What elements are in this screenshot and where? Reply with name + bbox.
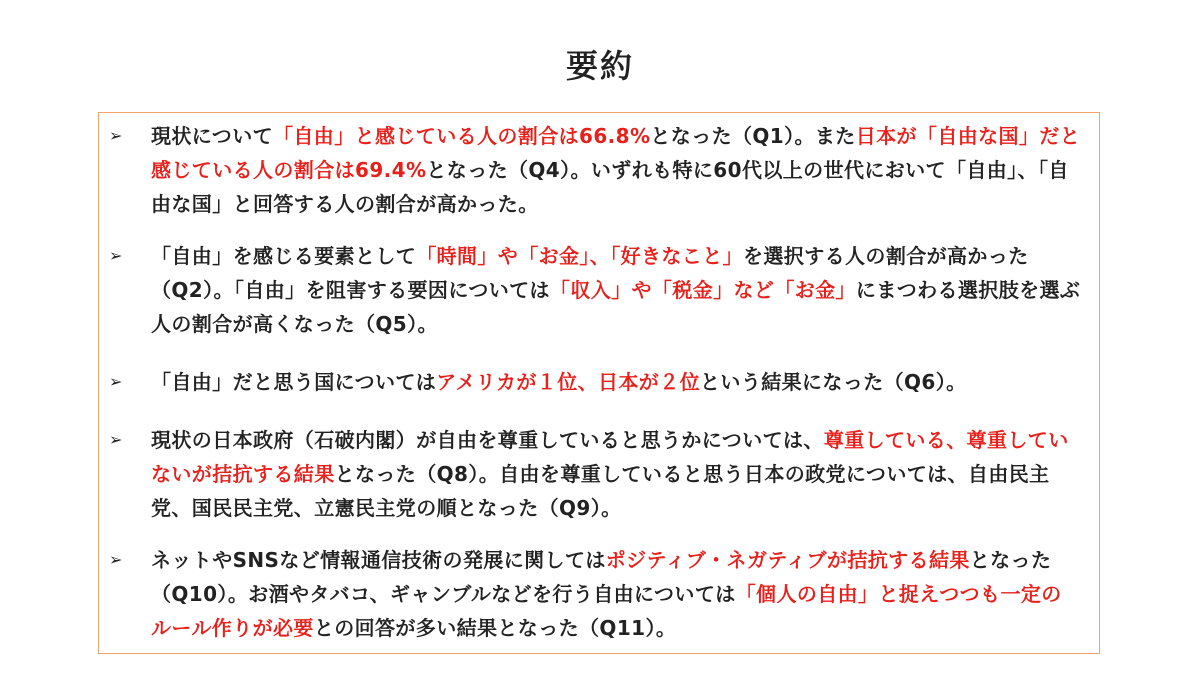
summary-box <box>98 112 1100 654</box>
text-segment: を選択する人の割合が高かった（Q2）。「自由」を阻害する要因については <box>151 244 1029 302</box>
highlighted-text-segment: 「収入」や「税金」など「お金」 <box>549 278 856 302</box>
text-segment: となった（Q4）。いずれも特に60代以上の世代において「自由」、「自由な国」と回答する人の割合が高かった。 <box>151 158 1069 216</box>
summary-item-text <box>151 423 1081 525</box>
text-segment: ネットやSNSなど情報通信技術の発展に関しては <box>151 548 606 572</box>
arrowhead-bullet-icon: ➢ <box>109 430 123 449</box>
text-segment: との回答が多い結果となった（Q11）。 <box>313 616 677 640</box>
text-segment: にまつわる選択肢を選ぶ人の割合が高くなった（Q5）。 <box>151 278 1081 336</box>
text-segment: 現状について <box>151 124 273 148</box>
highlighted-text-segment: ポジティブ・ネガティブが拮抗する結果 <box>605 548 970 572</box>
page-title: 要約 <box>565 47 634 85</box>
arrowhead-bullet-icon: ➢ <box>109 246 123 265</box>
arrowhead-bullet-icon: ➢ <box>109 550 123 569</box>
text-segment: 「自由」を感じる要素として <box>151 244 417 268</box>
summary-item-text <box>151 119 1081 221</box>
text-segment: という結果になった（Q6）。 <box>700 370 967 394</box>
highlighted-text-segment: 「個人の自由」と捉えつつも一定のルール作りが必要 <box>151 582 1062 640</box>
highlighted-text-segment: 「自由」と感じている人の割合は66.8% <box>273 124 651 148</box>
highlighted-text-segment: 「時間」や「お金」、「好きなこと」 <box>416 244 744 268</box>
arrowhead-bullet-icon: ➢ <box>109 372 123 391</box>
highlighted-text-segment: アメリカが１位、日本が２位 <box>436 370 701 394</box>
text-segment: 現状の日本政府（石破内閣）が自由を尊重していると思うかについては、 <box>151 428 824 452</box>
summary-item-text <box>151 543 1081 645</box>
text-segment: となった（Q1）。また <box>650 124 856 148</box>
summary-item-text <box>151 239 1081 341</box>
text-segment: となった（Q10）。お酒やタバコ、ギャンブルなどを行う自由については <box>151 548 1052 606</box>
highlighted-text-segment: 尊重している、尊重していないが拮抗する結果 <box>151 428 1069 486</box>
highlighted-text-segment: 日本が「自由な国」だと感じている人の割合は69.4% <box>151 124 1081 182</box>
arrowhead-bullet-icon: ➢ <box>109 126 123 145</box>
summary-item-text <box>151 365 1081 399</box>
text-segment: 「自由」だと思う国については <box>151 370 437 394</box>
text-segment: となった（Q8）。自由を尊重していると思う日本の政党については、自由民主党、国民民主党、立憲民主党の順となった（Q9）。 <box>151 462 1050 520</box>
